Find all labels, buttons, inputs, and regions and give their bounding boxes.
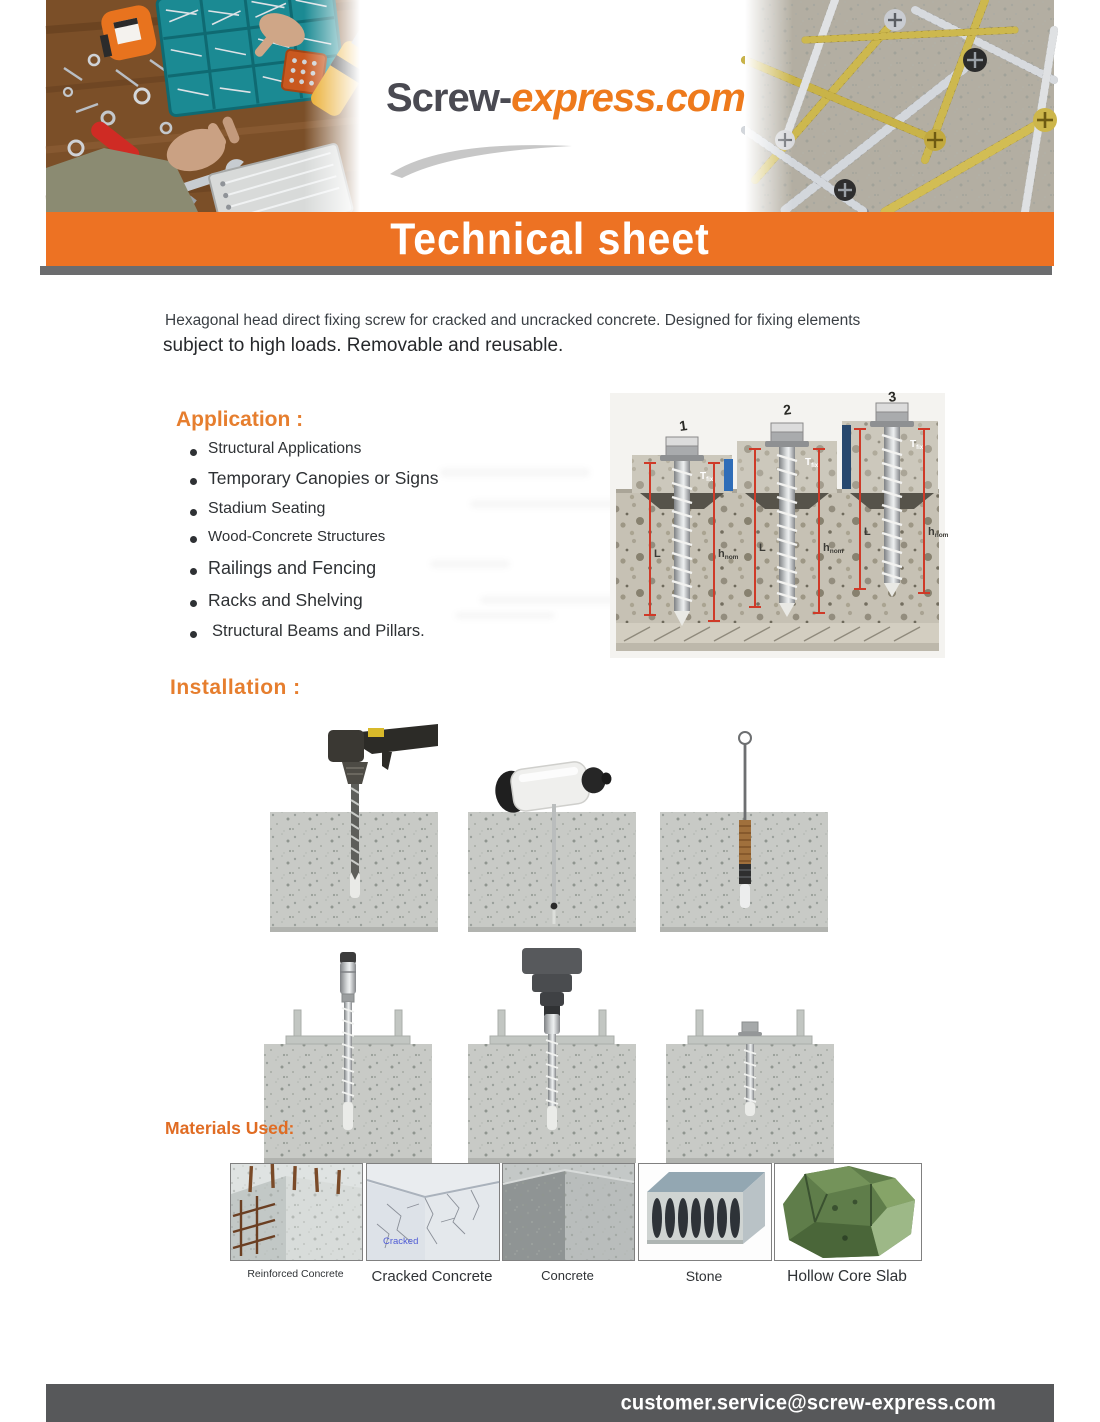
svg-text:Tfix: $T_{fix}$: [700, 471, 714, 483]
svg-text:Tfix: $T_{fix}$: [910, 439, 924, 451]
installation-step-blow-pump: [468, 722, 636, 937]
screw-number: 3: [887, 388, 898, 405]
svg-text:L: L: [654, 548, 661, 560]
installation-step-installed: [666, 948, 834, 1168]
screws-pile-photo: [745, 0, 1054, 212]
material-label: Hollow Core Slab: [787, 1268, 907, 1285]
application-item: Wood-Concrete Structures: [188, 528, 618, 545]
logo-swoosh-icon: [386, 134, 576, 180]
screw-number: 2: [782, 401, 793, 418]
intro-line-1: Hexagonal head direct fixing screw for cracked and uncracked concrete. Designed for fixing elements: [165, 312, 861, 329]
material-label: Cracked Concrete: [371, 1268, 493, 1285]
installation-step-impact-driver: [468, 948, 636, 1168]
footer-email: customer.service@screw-express.com: [620, 1390, 996, 1415]
hole-brush-icon: [739, 732, 751, 908]
hammer-drill-icon: [328, 724, 438, 784]
logo-text: [386, 76, 745, 121]
banner-shadow-strip: [40, 266, 1052, 275]
workbench-photo: [46, 0, 360, 212]
page-title: Technical sheet: [390, 213, 710, 264]
cracked-overlay-label: Cracked: [383, 1236, 419, 1247]
installation-heading: Installation :: [170, 676, 301, 699]
material-reinforced-concrete: [230, 1163, 363, 1261]
bit-holder-icon: [340, 952, 356, 994]
material-label: Concrete: [541, 1268, 594, 1283]
application-item: Structural Beams and Pillars.: [188, 622, 618, 641]
installation-step-drill: [270, 722, 438, 937]
svg-text:L: L: [759, 542, 766, 554]
svg-text:hnom: hnom: [718, 548, 739, 561]
material-label: Reinforced Concrete: [247, 1268, 344, 1280]
svg-text:hnom: hnom: [928, 526, 949, 539]
intro-line-2: subject to high loads. Removable and reusable.: [163, 335, 564, 356]
materials-heading: Materials Used:: [165, 1118, 295, 1138]
svg-text:Tfix: $T_{fix}$: [805, 457, 819, 469]
header: [46, 0, 1054, 212]
application-item: Racks and Shelving: [188, 590, 618, 611]
application-heading: Application :: [176, 408, 304, 431]
application-item: Temporary Canopies or Signs: [188, 468, 618, 489]
logo-part2: express.com: [511, 76, 745, 120]
title-banner: [46, 212, 1054, 266]
application-item: Structural Applications: [188, 440, 618, 458]
material-hollow-core-slab: [774, 1163, 922, 1261]
application-item: Railings and Fencing: [188, 558, 618, 579]
logo: [360, 0, 745, 212]
svg-text:L: L: [864, 526, 871, 538]
installation-step-brush: [660, 722, 828, 937]
footer-bar: [46, 1384, 1054, 1422]
svg-text:hnom: hnom: [823, 542, 844, 555]
embedment-diagram: [610, 388, 949, 663]
screw-number: 1: [678, 417, 689, 434]
impact-driver-icon: [522, 948, 582, 1034]
material-cracked-concrete: [366, 1163, 500, 1261]
material-label: Stone: [685, 1268, 723, 1284]
application-item: Stadium Seating: [188, 500, 618, 518]
material-stone: [638, 1163, 772, 1261]
material-concrete: [502, 1163, 635, 1261]
logo-part1: Screw-: [386, 76, 512, 120]
